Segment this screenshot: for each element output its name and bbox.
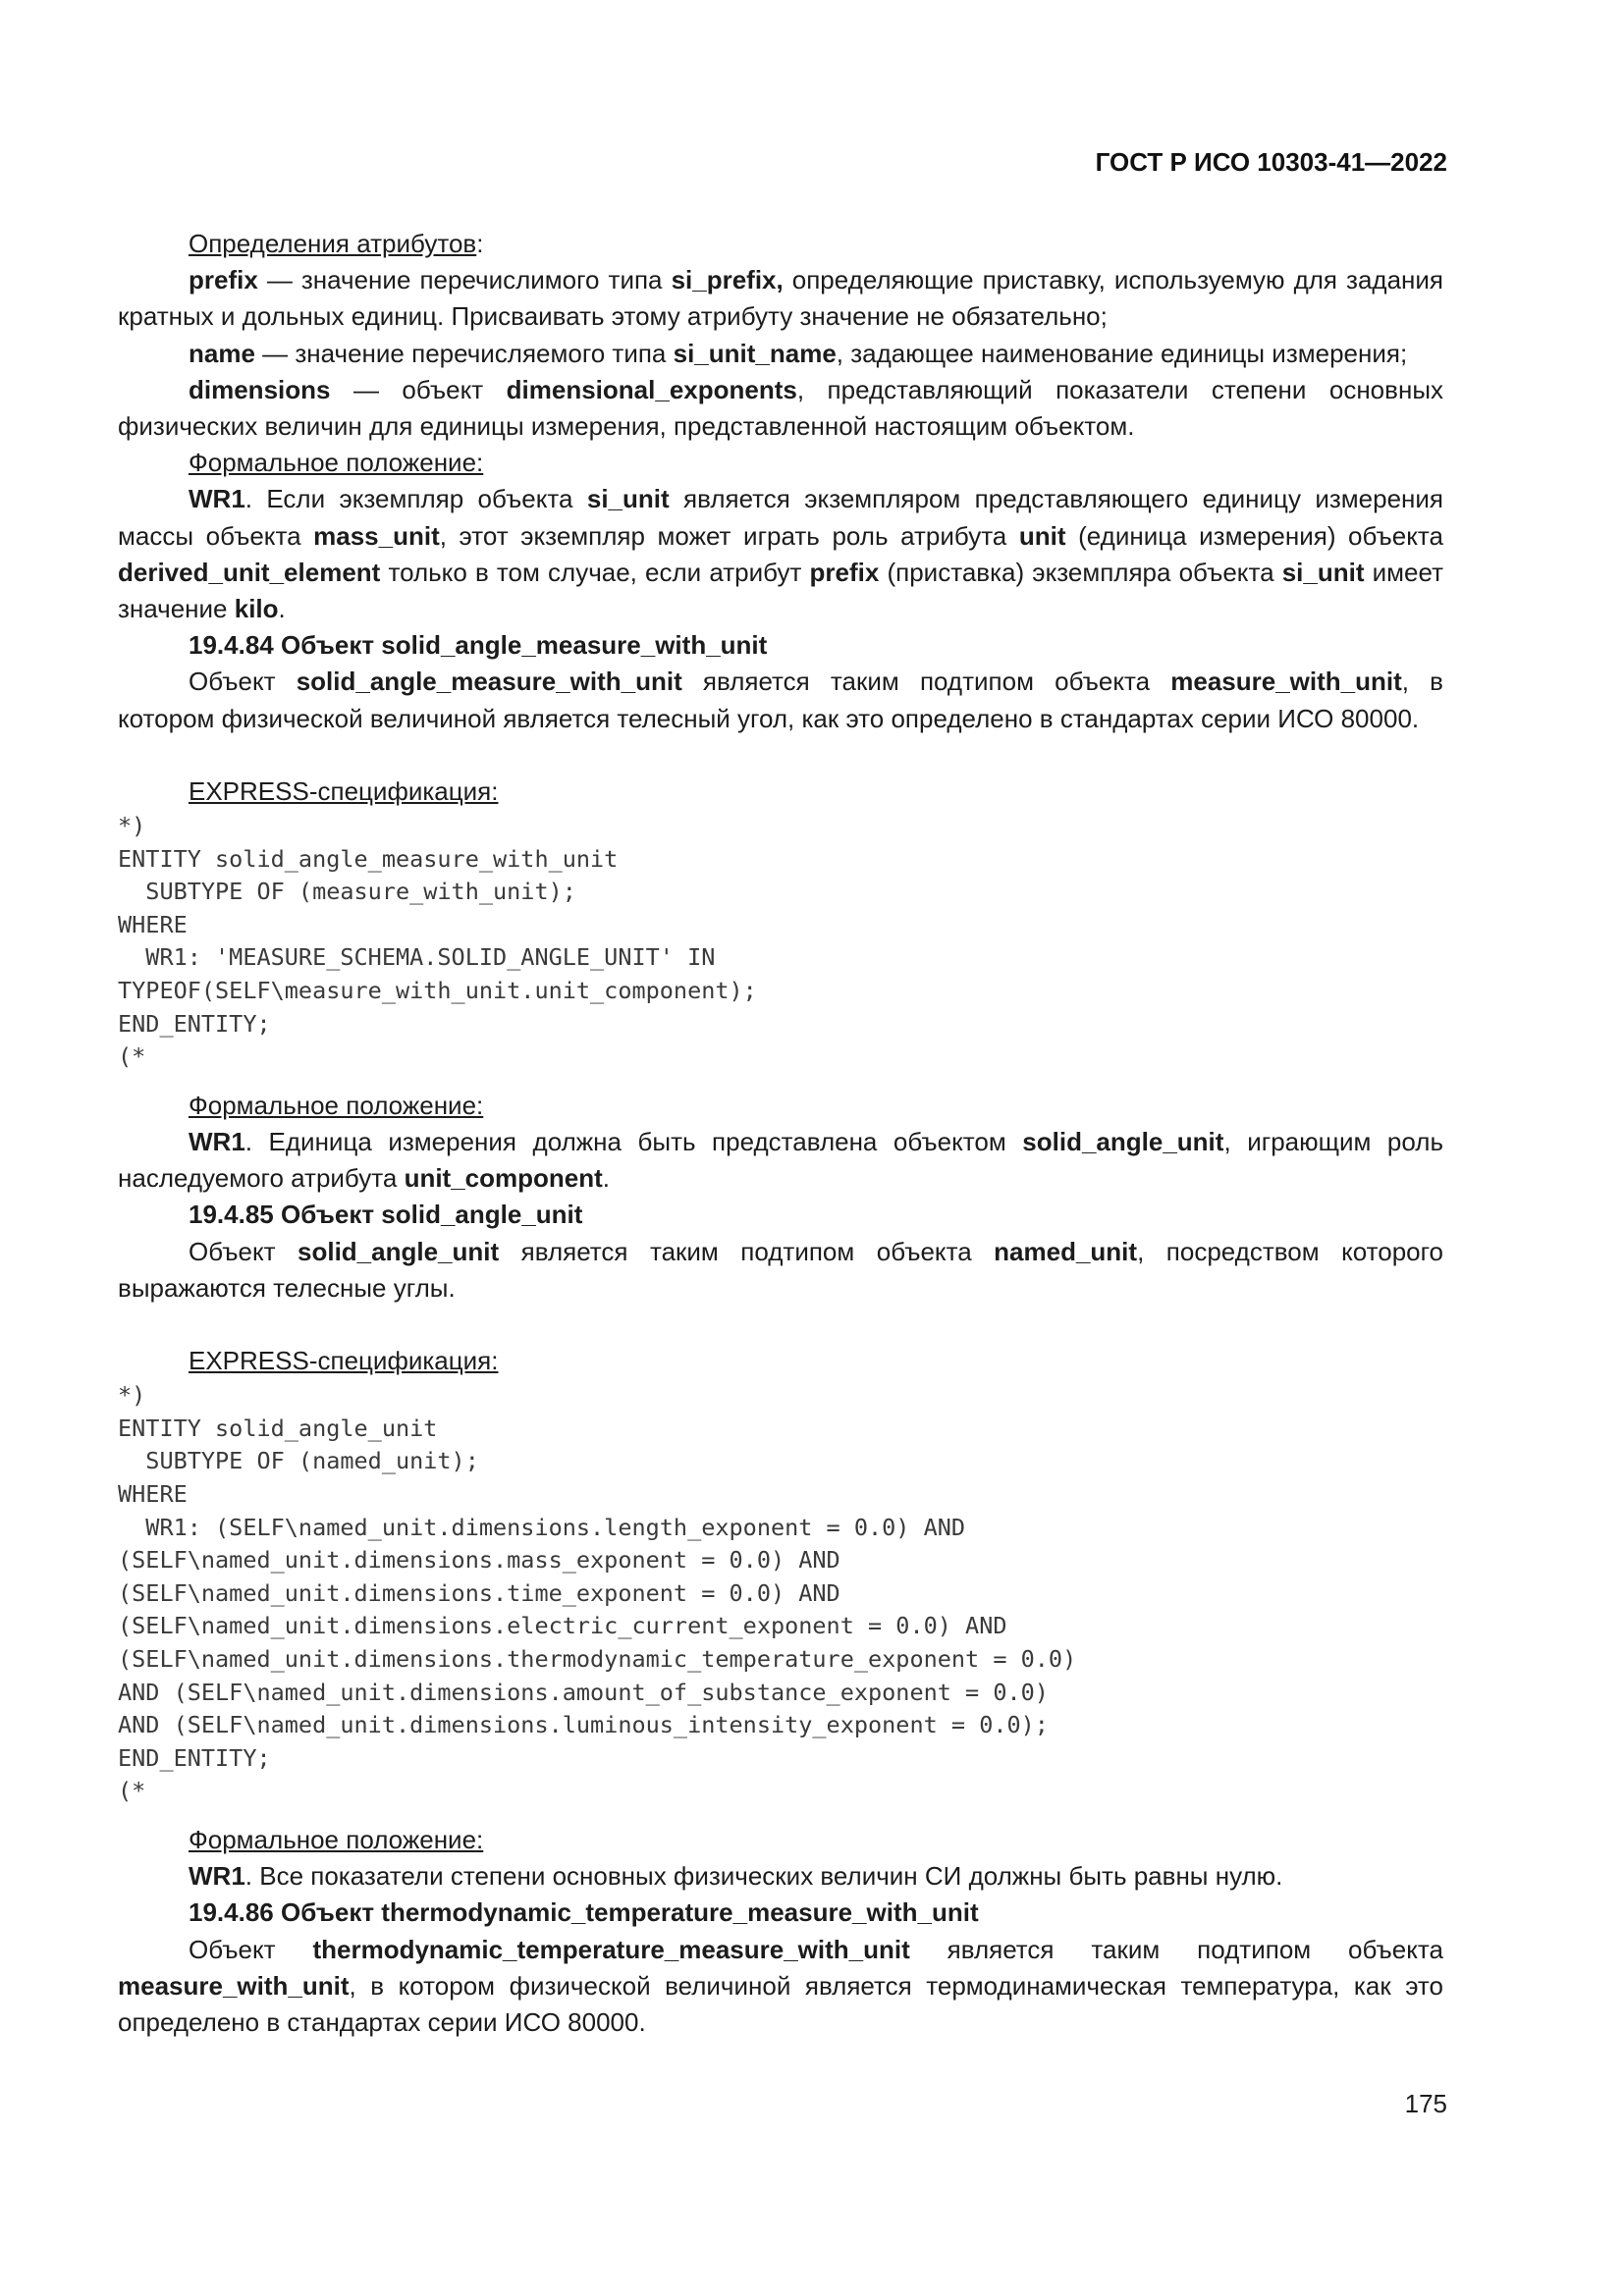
desc-text: является таким подтипом объекта [499, 1236, 995, 1266]
rule-term: derived_unit_element [118, 557, 381, 587]
express-spec-label: EXPRESS-спецификация: [189, 1346, 499, 1376]
rule-term: unit [1018, 520, 1066, 551]
attribute-dimensions [118, 372, 1443, 445]
rule-label: WR1 [189, 1861, 245, 1892]
formal-proposition-label: Формальное положение: [189, 448, 484, 478]
formal-proposition-label: Формальное положение: [189, 1090, 484, 1120]
rule-term: mass_unit [313, 520, 440, 551]
rule-text: , этот экземпляр может играть роль атрибута [439, 520, 1019, 551]
section-description-19-4-84 [118, 664, 1443, 736]
formal-proposition-title [118, 1822, 1443, 1858]
attr-text: определяющие приставку, используемую для задания кратных и дольных единиц. Присваивать этому атрибуту значение не обязательно; [118, 265, 1444, 332]
rule-text: . Если экземпляр объекта [244, 484, 587, 514]
attr-type: dimensional_exponents [506, 374, 797, 404]
page-number: 175 [1404, 2089, 1447, 2118]
attribute-prefix [118, 262, 1443, 335]
desc-text: , посредством которого выражаются телесные углы. [118, 1236, 1443, 1303]
rule-text: является экземпляром представляющего единицу измерения массы объекта [118, 484, 1443, 551]
desc-term: solid_angle_measure_with_unit [296, 667, 682, 697]
attr-text: — объект [330, 374, 507, 404]
rule-text: имеет значение [118, 557, 1444, 624]
rule-text: . Все показатели степени основных физических величин СИ должны быть равны нулю. [244, 1861, 1283, 1892]
document-body [118, 226, 1443, 2041]
formal-proposition-wr1 [118, 1124, 1443, 1197]
spacer [118, 1307, 1443, 1343]
attribute-name [118, 336, 1443, 372]
rule-term: prefix [809, 557, 880, 587]
rule-text: только в том случае, если атрибут [380, 557, 810, 587]
rule-text: , играющим роль наследуемого атрибута [118, 1127, 1444, 1194]
section-description-19-4-86 [118, 1932, 1443, 2042]
attributes-definitions-title [118, 226, 1443, 262]
attr-name-prefix: prefix [189, 265, 258, 295]
formal-proposition-title [118, 445, 1443, 481]
section-heading-19-4-84: 19.4.84 Объект solid_angle_measure_with_unit [189, 630, 768, 661]
desc-term: measure_with_unit [118, 1970, 350, 2001]
desc-text: Объект [189, 1236, 298, 1266]
section-heading-19-4-85: 19.4.85 Объект solid_angle_unit [189, 1200, 583, 1230]
formal-proposition-wr1 [118, 1858, 1443, 1895]
attr-name-dimensions: dimensions [189, 374, 331, 404]
attributes-definitions-colon: : [476, 229, 484, 258]
attr-type: si_prefix, [671, 265, 784, 295]
desc-text: , в котором физической величиной является термодинамическая температура, как это определено в стандартах серии ИСО 80000. [118, 1970, 1443, 2037]
express-spec-label: EXPRESS-спецификация: [189, 775, 499, 806]
rule-term: solid_angle_unit [1022, 1127, 1224, 1156]
express-spec-title [118, 1343, 1443, 1379]
rule-text: . Единица измерения должна быть представлена объектом [244, 1127, 1023, 1156]
rule-text: (приставка) экземпляра объекта [879, 557, 1282, 587]
rule-label: WR1 [189, 1127, 245, 1156]
spacer [118, 1808, 1443, 1822]
express-code-block: *) ENTITY solid_angle_measure_with_unit SUBTYPE OF (measure_with_unit); WHERE WR1: 'MEASURE_SCHEMA.SOLID_ANGLE_UNIT' IN TYPEOF(SELF\measure_with_unit.unit_component); END_ENTITY; (* [118, 812, 757, 1071]
formal-proposition-title [118, 1088, 1443, 1124]
desc-term: measure_with_unit [1170, 667, 1402, 697]
rule-text: (единица измерения) объекта [1065, 520, 1444, 551]
desc-term: named_unit [994, 1236, 1138, 1266]
attributes-definitions-label: Определения атрибутов [189, 229, 477, 258]
express-spec-title [118, 774, 1443, 810]
rule-label: WR1 [189, 484, 245, 514]
attr-text: , представляющий показатели степени основных физических величин для единицы измерения, представленной настоящим объектом. [118, 374, 1444, 442]
spacer [118, 1074, 1443, 1088]
rule-term: si_unit [586, 484, 670, 514]
rule-text: . [602, 1163, 611, 1194]
rule-term: kilo [234, 594, 279, 624]
desc-term: thermodynamic_temperature_measure_with_unit [312, 1934, 910, 1964]
desc-text: Объект [189, 667, 297, 697]
formal-proposition-label: Формальное положение: [189, 1824, 484, 1854]
desc-text: Объект [189, 1934, 313, 1964]
desc-text: является таким подтипом объекта [681, 667, 1171, 697]
attr-text: , задающее наименование единицы измерения; [836, 338, 1408, 368]
attr-text: — значение перечисляемого типа [254, 338, 674, 368]
rule-text: . [278, 594, 286, 624]
desc-text: , в котором физической величиной является телесный угол, как это определено в стандартах серии ИСО 80000. [118, 667, 1443, 733]
attr-text: — значение перечислимого типа [257, 265, 672, 295]
section-description-19-4-85 [118, 1234, 1443, 1307]
page-header: ГОСТ Р ИСО 10303-41—2022 [1095, 147, 1447, 177]
attr-type: si_unit_name [673, 338, 837, 368]
rule-term: unit_component [404, 1163, 603, 1194]
express-code-block: *) ENTITY solid_angle_unit SUBTYPE OF (named_unit); WHERE WR1: (SELF\named_unit.dimensions.length_exponent = 0.0) AND (SELF\named_unit.dimensions.mass_exponent = 0.0) AND (SELF\named_unit.dimensions.time_exponent = 0.0) AND (SELF\named_unit.dimensions.electric_current_exponent = 0.0) AND (SELF\named_unit.dimensions.thermodynamic_temperature_exponent = 0.0) AND (SELF\named_unit.dimensions.amount_of_substance_exponent = 0.0) AND (SELF\named_unit.dimensions.luminous_intensity_exponent = 0.0); END_ENTITY; (* [118, 1381, 1077, 1805]
desc-text: является таким подтипом объекта [909, 1934, 1443, 1964]
section-heading-19-4-86: 19.4.86 Объект thermodynamic_temperature_measure_with_unit [189, 1897, 979, 1928]
formal-proposition-wr1 [118, 481, 1443, 627]
attr-name-name: name [189, 338, 255, 368]
rule-term: si_unit [1281, 557, 1365, 587]
desc-term: solid_angle_unit [298, 1236, 500, 1266]
spacer [118, 737, 1443, 774]
